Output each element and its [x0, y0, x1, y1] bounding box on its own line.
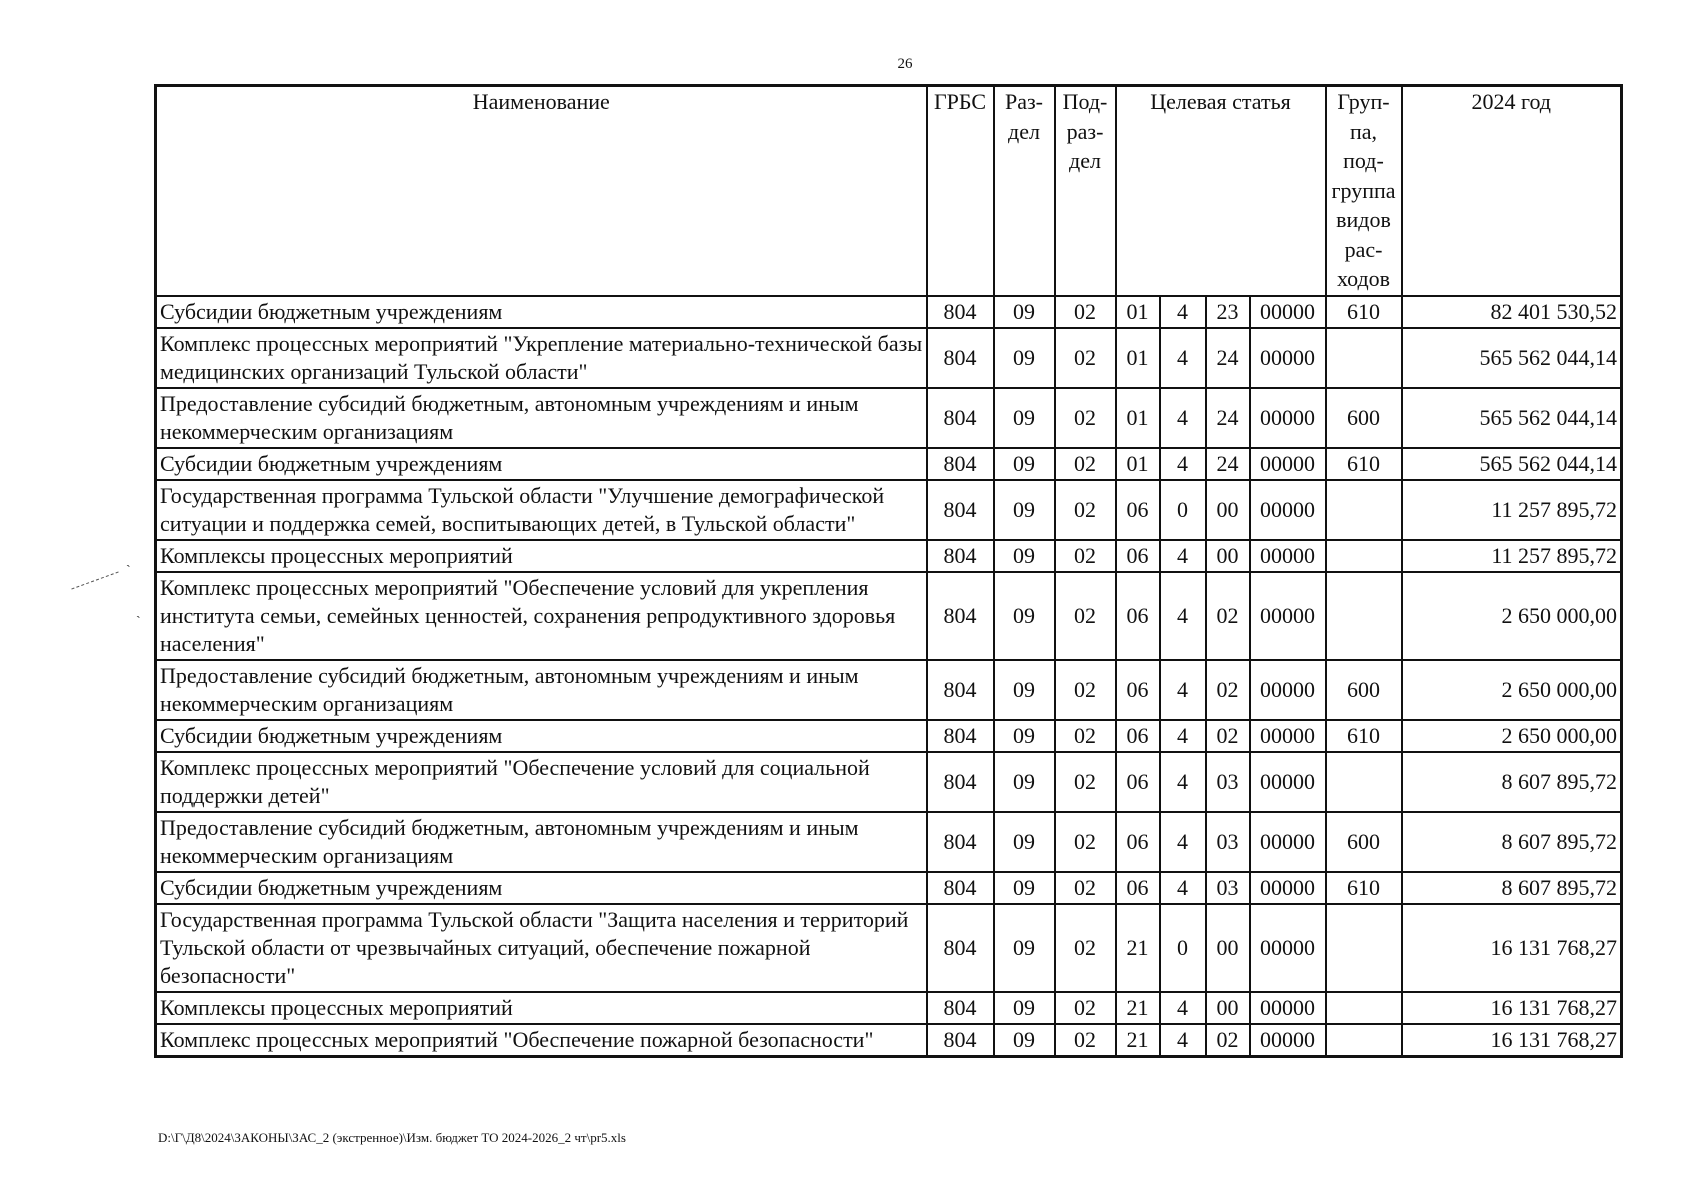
- row-grbs: 804: [927, 572, 994, 660]
- row-target-program: 21: [1116, 904, 1160, 992]
- row-expense-group: 610: [1326, 296, 1402, 328]
- handwritten-mark: ˏ: [126, 553, 131, 568]
- row-target-event: 00: [1206, 992, 1250, 1024]
- row-expense-group: [1326, 1024, 1402, 1057]
- table-header-row: [156, 86, 1622, 296]
- row-target-direction: 00000: [1250, 572, 1326, 660]
- row-amount: 8 607 895,72: [1402, 752, 1622, 812]
- row-target-type: 4: [1160, 448, 1206, 480]
- row-podrazdel: 02: [1055, 328, 1116, 388]
- row-name: Комплексы процессных мероприятий: [156, 992, 927, 1024]
- row-amount: 11 257 895,72: [1402, 540, 1622, 572]
- row-amount: 16 131 768,27: [1402, 1024, 1622, 1057]
- row-razdel: 09: [994, 992, 1055, 1024]
- row-target-type: 4: [1160, 872, 1206, 904]
- table-row: [156, 872, 1622, 904]
- row-podrazdel: 02: [1055, 720, 1116, 752]
- row-target-direction: 00000: [1250, 388, 1326, 448]
- row-expense-group: 600: [1326, 812, 1402, 872]
- row-amount: 16 131 768,27: [1402, 992, 1622, 1024]
- row-amount: 8 607 895,72: [1402, 872, 1622, 904]
- row-grbs: 804: [927, 872, 994, 904]
- row-amount: 565 562 044,14: [1402, 328, 1622, 388]
- row-target-event: 02: [1206, 572, 1250, 660]
- row-podrazdel: 02: [1055, 872, 1116, 904]
- row-podrazdel: 02: [1055, 904, 1116, 992]
- row-target-program: 01: [1116, 448, 1160, 480]
- row-razdel: 09: [994, 448, 1055, 480]
- row-amount: 11 257 895,72: [1402, 480, 1622, 540]
- table-row: [156, 328, 1622, 388]
- table-row: [156, 388, 1622, 448]
- row-target-program: 06: [1116, 720, 1160, 752]
- row-amount: 8 607 895,72: [1402, 812, 1622, 872]
- row-amount: 565 562 044,14: [1402, 388, 1622, 448]
- row-expense-group: [1326, 992, 1402, 1024]
- table-row: [156, 448, 1622, 480]
- row-target-direction: 00000: [1250, 812, 1326, 872]
- row-target-event: 23: [1206, 296, 1250, 328]
- row-podrazdel: 02: [1055, 660, 1116, 720]
- row-target-type: 0: [1160, 904, 1206, 992]
- row-razdel: 09: [994, 904, 1055, 992]
- row-name: Предоставление субсидий бюджетным, автономным учреждениям и иным некоммерческим организациям: [156, 660, 927, 720]
- row-target-program: 21: [1116, 1024, 1160, 1057]
- row-grbs: 804: [927, 992, 994, 1024]
- row-grbs: 804: [927, 720, 994, 752]
- row-target-direction: 00000: [1250, 992, 1326, 1024]
- row-razdel: 09: [994, 540, 1055, 572]
- row-target-direction: 00000: [1250, 448, 1326, 480]
- row-target-program: 01: [1116, 388, 1160, 448]
- row-amount: 565 562 044,14: [1402, 448, 1622, 480]
- row-razdel: 09: [994, 812, 1055, 872]
- row-podrazdel: 02: [1055, 540, 1116, 572]
- row-razdel: 09: [994, 720, 1055, 752]
- row-amount: 2 650 000,00: [1402, 720, 1622, 752]
- table-row: [156, 480, 1622, 540]
- row-name: Предоставление субсидий бюджетным, автономным учреждениям и иным некоммерческим организациям: [156, 812, 927, 872]
- table-row: [156, 572, 1622, 660]
- row-target-direction: 00000: [1250, 480, 1326, 540]
- row-target-direction: 00000: [1250, 296, 1326, 328]
- row-target-program: 06: [1116, 572, 1160, 660]
- row-name: Субсидии бюджетным учреждениям: [156, 872, 927, 904]
- table-body: [156, 296, 1622, 1057]
- row-name: Комплекс процессных мероприятий "Обеспечение условий для укрепления института семьи, семейных ценностей, сохранения репродуктивного здоровья населения": [156, 572, 927, 660]
- row-razdel: 09: [994, 660, 1055, 720]
- budget-table: [154, 84, 1623, 1058]
- row-target-program: 06: [1116, 660, 1160, 720]
- row-target-event: 24: [1206, 388, 1250, 448]
- row-target-type: 4: [1160, 660, 1206, 720]
- row-razdel: 09: [994, 388, 1055, 448]
- row-podrazdel: 02: [1055, 992, 1116, 1024]
- table-row: [156, 296, 1622, 328]
- row-target-direction: 00000: [1250, 1024, 1326, 1057]
- row-name: Субсидии бюджетным учреждениям: [156, 448, 927, 480]
- row-target-event: 24: [1206, 448, 1250, 480]
- row-expense-group: 610: [1326, 872, 1402, 904]
- table-row: [156, 1024, 1622, 1057]
- row-expense-group: [1326, 328, 1402, 388]
- row-expense-group: 610: [1326, 720, 1402, 752]
- row-target-event: 00: [1206, 480, 1250, 540]
- row-target-type: 4: [1160, 752, 1206, 812]
- row-grbs: 804: [927, 480, 994, 540]
- row-razdel: 09: [994, 296, 1055, 328]
- row-expense-group: [1326, 572, 1402, 660]
- row-razdel: 09: [994, 872, 1055, 904]
- row-razdel: 09: [994, 480, 1055, 540]
- row-target-program: 06: [1116, 480, 1160, 540]
- row-name: Комплекс процессных мероприятий "Обеспечение условий для социальной поддержки детей": [156, 752, 927, 812]
- row-expense-group: [1326, 480, 1402, 540]
- row-podrazdel: 02: [1055, 448, 1116, 480]
- row-podrazdel: 02: [1055, 1024, 1116, 1057]
- row-target-type: 4: [1160, 296, 1206, 328]
- table-row: [156, 752, 1622, 812]
- row-target-type: 4: [1160, 720, 1206, 752]
- row-amount: 82 401 530,52: [1402, 296, 1622, 328]
- header-podrazdel: Под- раз- дел: [1055, 86, 1116, 296]
- row-expense-group: [1326, 904, 1402, 992]
- row-target-event: 24: [1206, 328, 1250, 388]
- row-name: Государственная программа Тульской области "Защита населения и территорий Тульской области от чрезвычайных ситуаций, обеспечение пожарной безопасности": [156, 904, 927, 992]
- row-name: Комплекс процессных мероприятий "Обеспечение пожарной безопасности": [156, 1024, 927, 1057]
- header-year: 2024 год: [1402, 86, 1622, 296]
- row-amount: 16 131 768,27: [1402, 904, 1622, 992]
- row-target-program: 06: [1116, 812, 1160, 872]
- row-target-event: 02: [1206, 660, 1250, 720]
- header-razdel: Раз- дел: [994, 86, 1055, 296]
- row-podrazdel: 02: [1055, 572, 1116, 660]
- row-target-event: 02: [1206, 720, 1250, 752]
- table-row: [156, 540, 1622, 572]
- row-grbs: 804: [927, 448, 994, 480]
- row-grbs: 804: [927, 388, 994, 448]
- handwritten-mark: [71, 571, 118, 589]
- row-expense-group: [1326, 540, 1402, 572]
- row-target-type: 4: [1160, 328, 1206, 388]
- row-expense-group: [1326, 752, 1402, 812]
- row-target-type: 4: [1160, 992, 1206, 1024]
- table-row: [156, 992, 1622, 1024]
- row-grbs: 804: [927, 540, 994, 572]
- row-target-type: 4: [1160, 388, 1206, 448]
- row-target-direction: 00000: [1250, 752, 1326, 812]
- row-razdel: 09: [994, 328, 1055, 388]
- row-grbs: 804: [927, 752, 994, 812]
- row-amount: 2 650 000,00: [1402, 660, 1622, 720]
- row-target-direction: 00000: [1250, 720, 1326, 752]
- row-target-type: 4: [1160, 812, 1206, 872]
- row-expense-group: 610: [1326, 448, 1402, 480]
- row-name: Комплекс процессных мероприятий "Укрепление материально-технической базы медицинских организаций Тульской области": [156, 328, 927, 388]
- row-target-type: 4: [1160, 1024, 1206, 1057]
- row-target-event: 03: [1206, 752, 1250, 812]
- row-razdel: 09: [994, 1024, 1055, 1057]
- table-row: [156, 660, 1622, 720]
- row-target-program: 01: [1116, 296, 1160, 328]
- header-grbs: ГРБС: [927, 86, 994, 296]
- row-razdel: 09: [994, 752, 1055, 812]
- file-path: D:\Г\Д8\2024\ЗАКОНЫ\ЗАС_2 (экстренное)\Изм. бюджет ТО 2024-2026_2 чт\pr5.xls: [158, 1130, 626, 1145]
- row-grbs: 804: [927, 812, 994, 872]
- row-grbs: 804: [927, 904, 994, 992]
- table-row: [156, 720, 1622, 752]
- row-grbs: 804: [927, 296, 994, 328]
- row-target-direction: 00000: [1250, 328, 1326, 388]
- header-name: Наименование: [156, 86, 927, 296]
- row-target-type: 4: [1160, 540, 1206, 572]
- row-target-event: 03: [1206, 872, 1250, 904]
- row-target-program: 06: [1116, 540, 1160, 572]
- row-target-program: 01: [1116, 328, 1160, 388]
- row-podrazdel: 02: [1055, 480, 1116, 540]
- row-target-direction: 00000: [1250, 872, 1326, 904]
- row-podrazdel: 02: [1055, 296, 1116, 328]
- row-target-direction: 00000: [1250, 660, 1326, 720]
- row-podrazdel: 02: [1055, 752, 1116, 812]
- row-expense-group: 600: [1326, 660, 1402, 720]
- row-grbs: 804: [927, 328, 994, 388]
- row-name: Государственная программа Тульской области "Улучшение демографической ситуации и поддержка семей, воспитывающих детей, в Тульской области": [156, 480, 927, 540]
- row-target-event: 03: [1206, 812, 1250, 872]
- header-expense-group: Груп- па, под- группа видов рас- ходов: [1326, 86, 1402, 296]
- row-target-event: 02: [1206, 1024, 1250, 1057]
- table-row: [156, 812, 1622, 872]
- row-grbs: 804: [927, 1024, 994, 1057]
- header-target-article: Целевая статья: [1116, 86, 1326, 296]
- row-amount: 2 650 000,00: [1402, 572, 1622, 660]
- row-podrazdel: 02: [1055, 812, 1116, 872]
- row-podrazdel: 02: [1055, 388, 1116, 448]
- page-number: 26: [897, 56, 913, 72]
- row-target-direction: 00000: [1250, 904, 1326, 992]
- row-name: Комплексы процессных мероприятий: [156, 540, 927, 572]
- handwritten-mark: ˏ: [136, 604, 141, 619]
- row-grbs: 804: [927, 660, 994, 720]
- row-target-program: 06: [1116, 872, 1160, 904]
- row-name: Субсидии бюджетным учреждениям: [156, 720, 927, 752]
- row-target-type: 4: [1160, 572, 1206, 660]
- row-expense-group: 600: [1326, 388, 1402, 448]
- row-target-event: 00: [1206, 904, 1250, 992]
- row-name: Субсидии бюджетным учреждениям: [156, 296, 927, 328]
- table-row: [156, 904, 1622, 992]
- row-target-program: 21: [1116, 992, 1160, 1024]
- row-target-direction: 00000: [1250, 540, 1326, 572]
- row-target-type: 0: [1160, 480, 1206, 540]
- row-name: Предоставление субсидий бюджетным, автономным учреждениям и иным некоммерческим организациям: [156, 388, 927, 448]
- row-target-event: 00: [1206, 540, 1250, 572]
- row-razdel: 09: [994, 572, 1055, 660]
- row-target-program: 06: [1116, 752, 1160, 812]
